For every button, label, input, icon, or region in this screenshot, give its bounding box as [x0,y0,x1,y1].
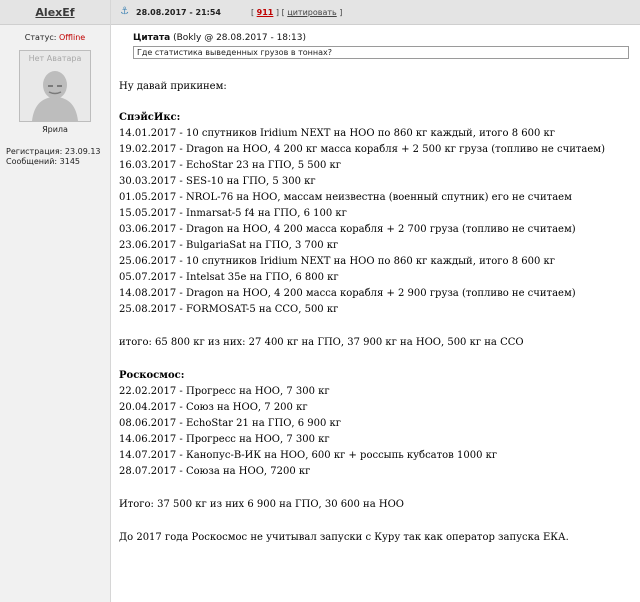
list-item: 14.06.2017 - Прогресс на НОО, 7 300 кг [119,434,330,445]
quote-source: (Bokly @ 28.08.2017 - 18:13) [173,33,307,43]
list-item: 05.07.2017 - Intelsat 35e на ГПО, 6 800 кг [119,272,339,283]
spacex-heading: СпэйсИкс: [119,112,181,123]
list-item: 15.05.2017 - Inmarsat-5 f4 на ГПО, 6 100 кг [119,208,347,219]
list-item: 25.06.2017 - 10 спутников Iridium NEXT на НОО по 860 кг каждый, итого 8 600 кг [119,256,556,267]
spacex-total: итого: 65 800 кг из них: 27 400 кг на ГПО, 37 900 кг на НОО, 500 кг на ССО [119,337,524,348]
avatar-placeholder-text: Нет Аватара [28,54,82,63]
list-item: 14.07.2017 - Канопус-В-ИК на НОО, 600 кг + россыпь кубсатов 1000 кг [119,450,498,461]
quote-link[interactable]: цитировать [287,8,337,17]
author-meta [6,147,110,167]
list-item: 08.06.2017 - EchoStar 21 на ГПО, 6 900 кг [119,418,342,429]
author-name-bar [0,0,110,25]
list-item: 28.07.2017 - Союза на НОО, 7200 кг [119,466,311,477]
list-item: 22.02.2017 - Прогресс на НОО, 7 300 кг [119,386,330,397]
quote-block [133,33,629,59]
post-header [111,0,640,25]
post-date: 28.08.2017 - 21:54 [136,8,221,17]
author-username-link[interactable]: AlexEf [35,6,75,19]
post-body [119,26,640,546]
list-item: 01.05.2017 - NROL-76 на НОО, массам неизвестна (военный спутник) его не считаем [119,192,572,203]
list-item: 25.08.2017 - FORMOSAT-5 на ССО, 500 кг [119,304,339,315]
bracket-open: [ [251,8,255,17]
list-item: 20.04.2017 - Союз на НОО, 7 200 кг [119,402,308,413]
author-rank: Ярила [42,125,68,134]
list-item: 30.03.2017 - SES-10 на ГПО, 5 300 кг [119,176,316,187]
post-links [251,8,342,17]
quote-header [133,33,629,43]
post-intro: Ну давай прикинем: [119,81,227,92]
footer-note: До 2017 года Роскосмос не учитывал запуски с Куру так как оператор запуска ЕКА. [119,532,569,543]
quote-text: Где статистика выведенных грузов в тоннах? [133,46,629,59]
author-registration: Регистрация: 23.09.13 [6,147,101,156]
list-item: 16.03.2017 - EchoStar 23 на ГПО, 5 500 кг [119,160,342,171]
post-anchor-icon[interactable]: ⚓ [120,6,129,17]
list-item: 14.08.2017 - Dragon на НОО, 4 200 масса корабля + 2 900 груза (топливо не считаем) [119,288,576,299]
quote-label: Цитата [133,33,171,43]
roscosmos-heading: Роскосмос: [119,370,185,381]
roscosmos-total: Итого: 37 500 кг из них 6 900 на ГПО, 30 600 на НОО [119,499,404,510]
avatar [19,50,91,122]
post-number-link[interactable]: 911 [256,8,274,17]
roscosmos-list [119,384,640,480]
status-label: Статус: [24,33,57,42]
author-message-count: Сообщений: 3145 [6,157,80,166]
spacex-list [119,126,640,318]
bracket-mid: ] [ [275,8,285,17]
status-offline: Offline [58,33,86,42]
list-item: 23.06.2017 - BulgariaSat на ГПО, 3 700 кг [119,240,339,251]
bracket-close: ] [339,8,343,17]
list-item: 03.06.2017 - Dragon на НОО, 4 200 масса корабля + 2 700 груза (топливо не считаем) [119,224,576,235]
author-sidebar [0,0,111,602]
list-item: 14.01.2017 - 10 спутников Iridium NEXT на НОО по 860 кг каждый, итого 8 600 кг [119,128,556,139]
list-item: 19.02.2017 - Dragon на НОО, 4 200 кг масса корабля + 2 500 кг груза (топливо не считаем) [119,144,605,155]
author-status [0,33,110,42]
